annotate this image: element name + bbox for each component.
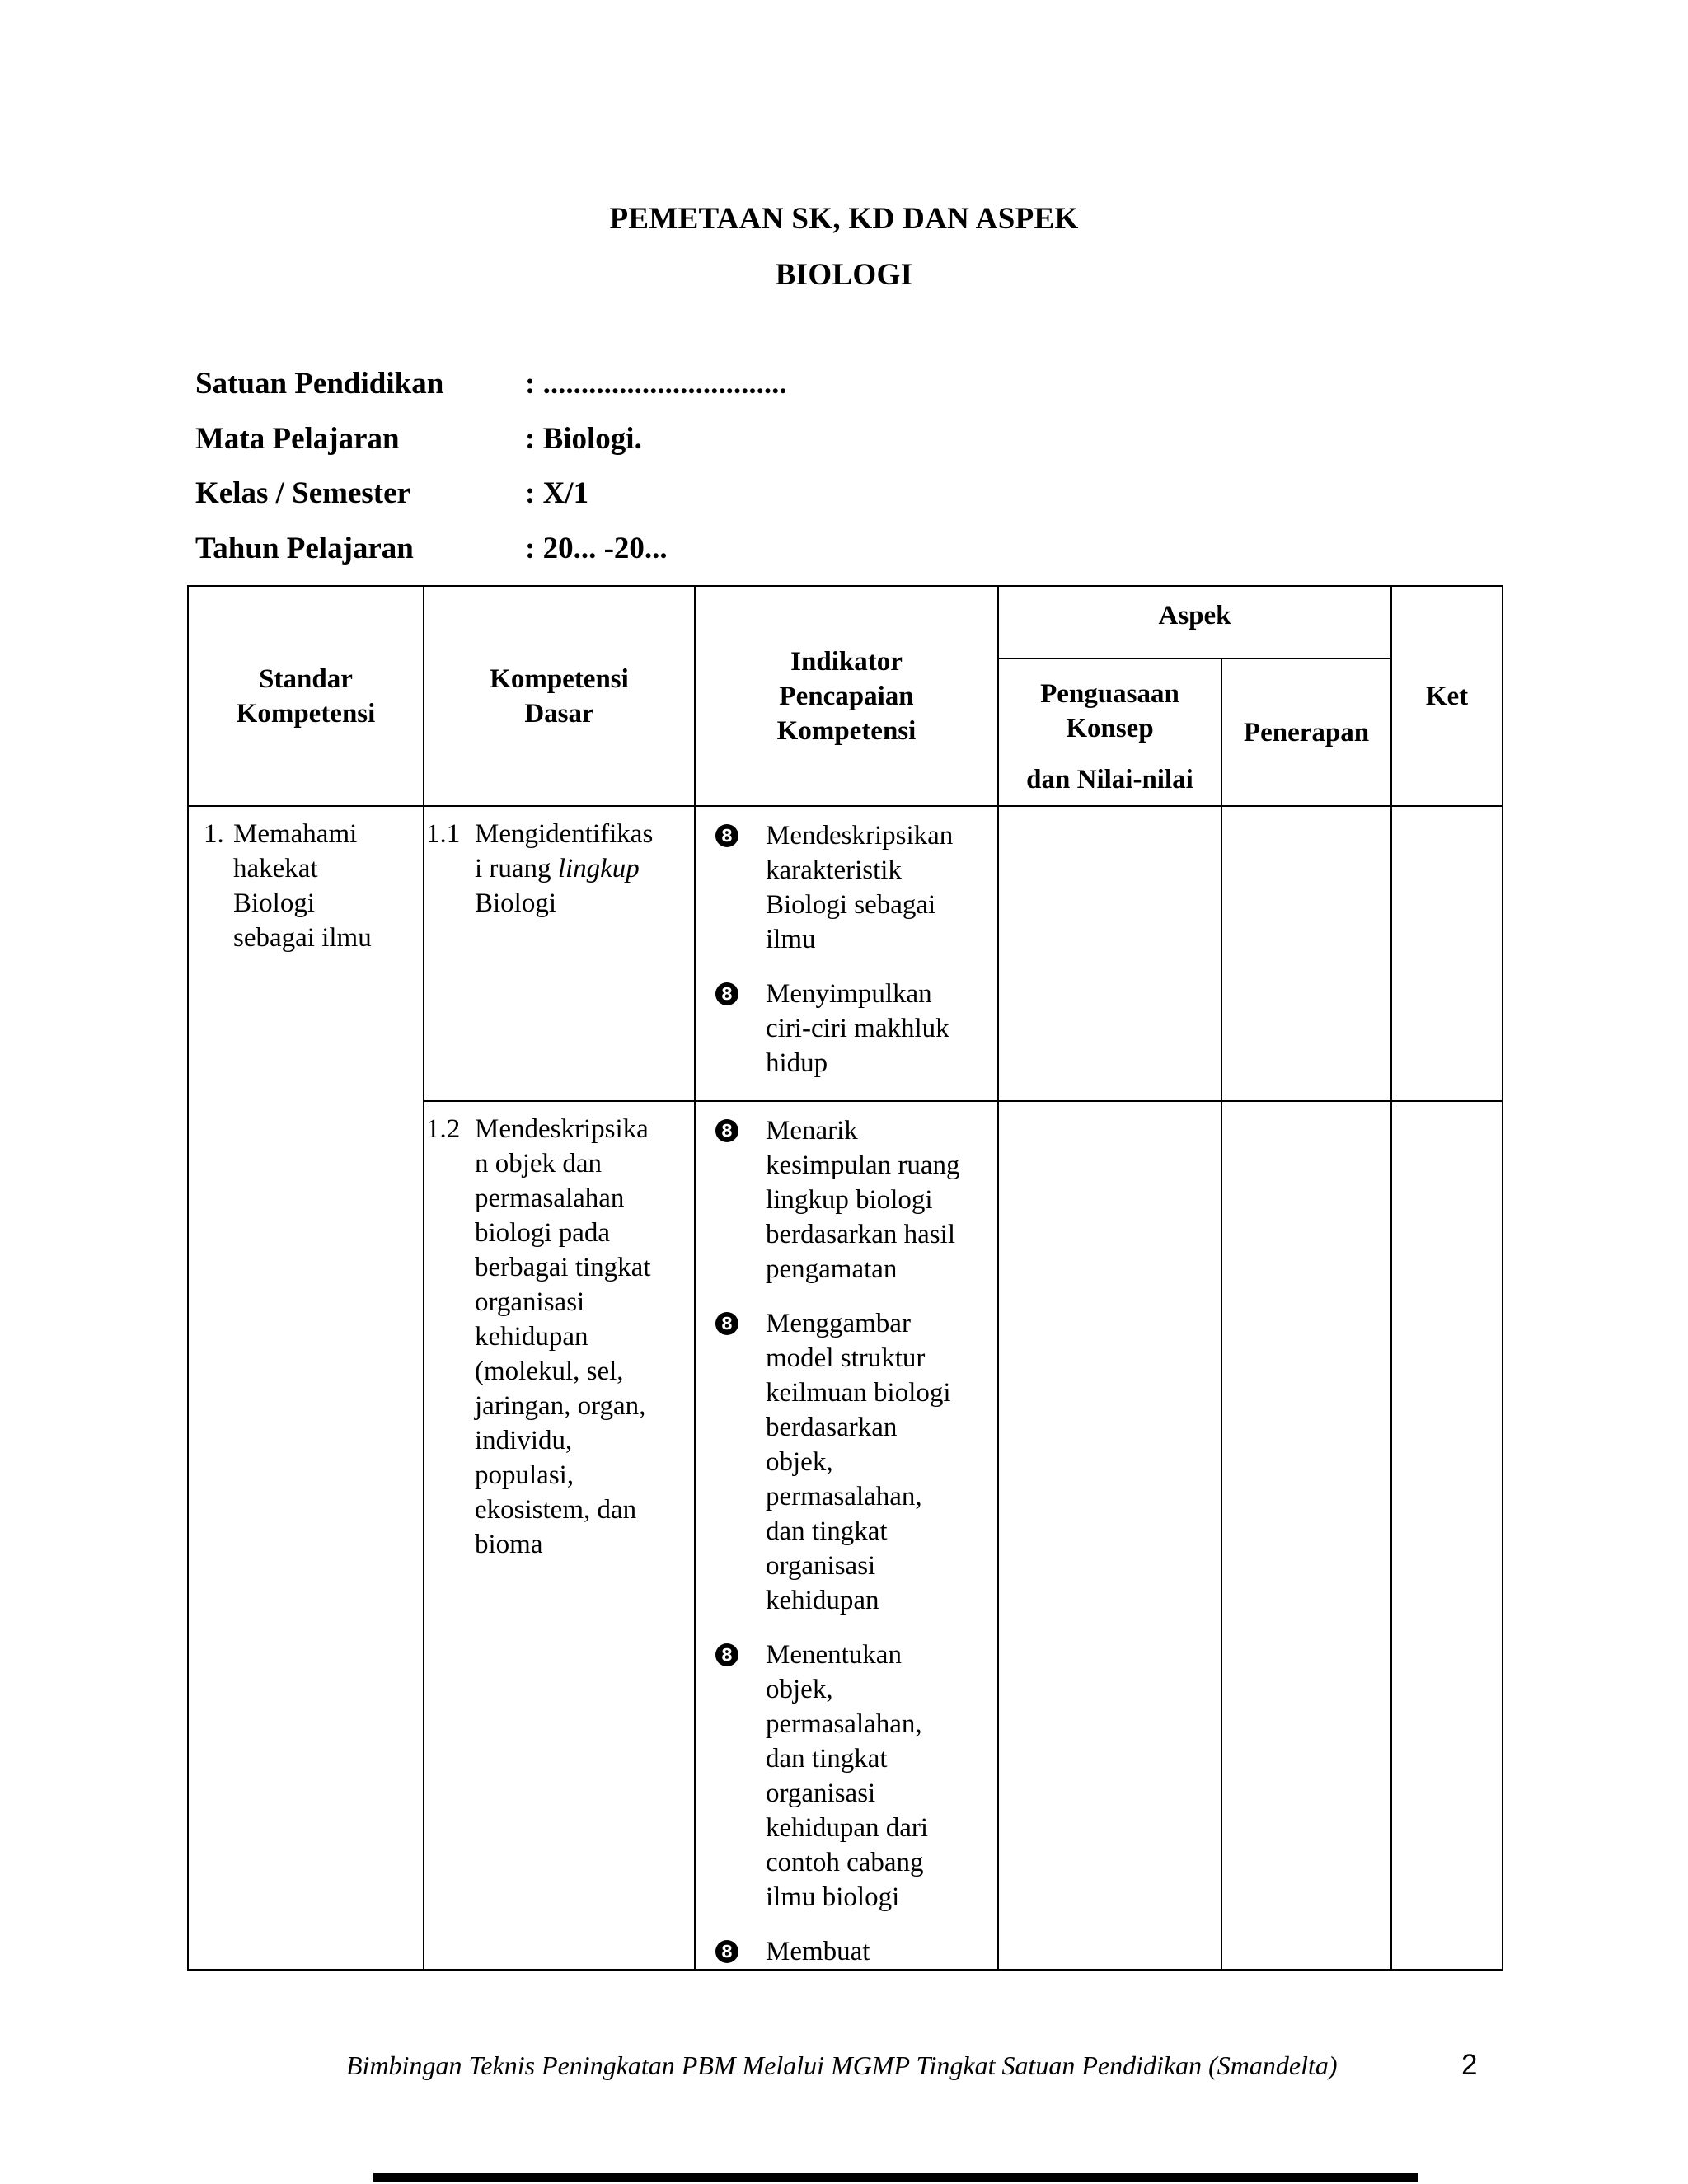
kd-text-part: Biologi — [475, 888, 557, 918]
kd-cell-1-2 — [424, 1101, 695, 1970]
header-konsep-line2: Konsep — [1066, 713, 1154, 743]
header-standar-kompetensi: Standar Kompetensi — [188, 586, 424, 806]
indikator-text: Menyimpulkan ciri-ciri makhluk hidup — [766, 979, 950, 1078]
mapping-table — [187, 585, 1503, 1971]
list-item — [696, 977, 992, 1080]
bullet-8-icon: 8 — [715, 982, 738, 1005]
sk-text: Memahami hakekat Biologi sebagai ilmu — [233, 819, 372, 953]
meta-label: Satuan Pendidikan — [195, 367, 444, 401]
kd-text: Mendeskripsika n objek dan permasalahan biologi pada berbagai tingkat organisasi kehidupan (molekul, sel, jaringan, organ, individu, populasi, ekosistem, dan bioma — [475, 1114, 651, 1559]
list-item — [696, 1113, 992, 1286]
meta-label: Kelas / Semester — [195, 476, 410, 510]
indikator-text: Menentukan objek, permasalahan, dan tingkat organisasi kehidupan dari contoh cabang ilmu biologi — [766, 1640, 929, 1912]
ket-cell — [1391, 806, 1503, 1101]
meta-value: : ................................ — [525, 367, 787, 401]
kd-text-part: Mengidentifikas i ruang — [475, 819, 654, 883]
header-ket: Ket — [1391, 586, 1503, 806]
sk-number: 1. — [204, 819, 224, 849]
penerapan-cell — [1221, 806, 1391, 1101]
meta-value: : X/1 — [525, 476, 589, 510]
header-aspek: Aspek — [998, 586, 1391, 658]
bullet-8-icon: 8 — [715, 1312, 738, 1335]
indikator-text: Menarik kesimpulan ruang lingkup biologi berdasarkan hasil pengamatan — [766, 1116, 960, 1284]
list-item — [696, 1306, 992, 1618]
meta-value: : Biologi. — [525, 421, 642, 456]
bullet-8-icon: 8 — [715, 824, 738, 847]
kd-number: 1.1 — [426, 819, 461, 849]
bullet-8-icon: 8 — [715, 1643, 738, 1666]
header-penguasaan-konsep — [998, 658, 1221, 806]
kd-cell-1-1 — [424, 806, 695, 1101]
kd-text-italic: lingkup — [557, 854, 640, 883]
header-konsep-line1: Penguasaan — [1040, 678, 1179, 709]
list-item — [696, 1638, 992, 1915]
indikator-cell-1-1 — [695, 806, 998, 1101]
header-indikator: Indikator Pencapaian Kompetensi — [695, 586, 998, 806]
meta-value: : 20... -20... — [525, 531, 668, 565]
kd-number: 1.2 — [426, 1114, 461, 1144]
header-penerapan: Penerapan — [1221, 658, 1391, 806]
sk-cell — [188, 806, 424, 1970]
list-item — [696, 818, 992, 957]
list-item — [696, 1934, 992, 1969]
header-kompetensi-dasar: Kompetensi Dasar — [424, 586, 695, 806]
meta-label: Mata Pelajaran — [195, 421, 400, 456]
bullet-8-icon: 8 — [715, 1119, 738, 1142]
indikator-cell-1-2 — [695, 1101, 998, 1970]
penguasaan-konsep-cell — [998, 1101, 1221, 1970]
page-subtitle: BIOLOGI — [775, 258, 913, 292]
bottom-rule — [373, 2173, 1418, 2182]
page-footer: Bimbingan Teknis Peningkatan PBM Melalui MGMP Tingkat Satuan Pendidikan (Smandelta) — [346, 2050, 1338, 2080]
penguasaan-konsep-cell — [998, 806, 1221, 1101]
meta-label: Tahun Pelajaran — [195, 531, 414, 565]
ket-cell — [1391, 1101, 1503, 1970]
indikator-text: Membuat — [766, 1937, 870, 1966]
table-row — [188, 806, 1503, 1101]
page-title: PEMETAAN SK, KD DAN ASPEK — [609, 202, 1079, 236]
page-number: 2 — [1461, 2049, 1478, 2081]
header-konsep-line3: dan Nilai-nilai — [1026, 764, 1193, 794]
indikator-text: Mendeskripsikan karakteristik Biologi sebagai ilmu — [766, 821, 954, 954]
indikator-text: Menggambar model struktur keilmuan biologi berdasarkan objek, permasalahan, dan tingkat organisasi kehidupan — [766, 1309, 951, 1615]
penerapan-cell — [1221, 1101, 1391, 1970]
bullet-8-icon: 8 — [715, 1940, 738, 1963]
kd-text — [475, 817, 689, 921]
